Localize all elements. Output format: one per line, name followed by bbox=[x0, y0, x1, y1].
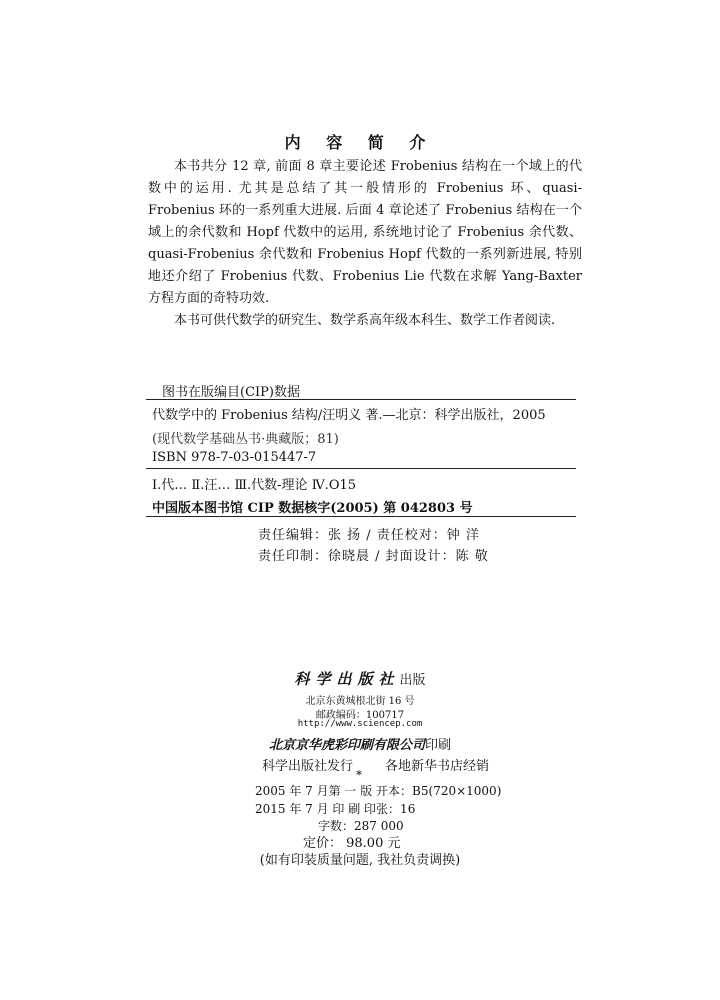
publisher-logo: 科学出版社 bbox=[294, 670, 400, 688]
cip-mid-rule bbox=[146, 468, 576, 469]
cip-bottom-rule bbox=[146, 516, 576, 517]
publisher-suffix: 出版 bbox=[399, 673, 426, 688]
cip-isbn-line: ISBN 978-7-03-015447-7 bbox=[152, 450, 317, 465]
word-count: 字数：287 000 bbox=[318, 819, 404, 833]
publisher-address: 北京东黄城根北街 16 号 bbox=[305, 696, 415, 707]
print-line: 2015 年 7 月 印 刷 印张：16 bbox=[255, 802, 416, 816]
summary-title: 内 容 简 介 bbox=[284, 133, 436, 152]
distribution-left: 科学出版社发行 bbox=[262, 759, 354, 774]
cip-series-line: (现代数学基础丛书·典藏版；81) bbox=[152, 432, 339, 447]
cip-number-line: 中国版本图书馆 CIP 数据核字(2005) 第 042803 号 bbox=[152, 501, 473, 516]
edition-line: 2005 年 7 月第 一 版 开本：B5(720×1000) bbox=[255, 784, 502, 798]
cip-top-rule bbox=[146, 399, 576, 400]
separator-star: * bbox=[356, 768, 362, 782]
cip-heading: 图书在版编目(CIP)数据 bbox=[162, 385, 300, 400]
cip-classification-line: Ⅰ.代… Ⅱ.汪… Ⅲ.代数-理论 Ⅳ.O15 bbox=[152, 478, 357, 493]
printer-line bbox=[0, 734, 720, 753]
distribution-right: 各地新华书店经销 bbox=[385, 759, 490, 774]
printer-suffix: 印刷 bbox=[425, 738, 452, 753]
staff-print-line: 责任印制：徐晓晨 / 封面设计：陈 敬 bbox=[258, 549, 489, 564]
summary-body bbox=[148, 156, 582, 332]
summary-paragraph-1: 本书共分 12 章, 前面 8 章主要论述 Frobenius 结构在一个域上的代数中的运用. 尤其是总结了其一般情形的 Frobenius 环、quasi-Frobenius 环的一系列重大进展. 后面 4 章论述了 Frobenius 结构在一个域上的余代数和 Hopf 代数中的运用, 系统地讨论了 Frobenius 余代数、quasi-Frobenius 余代数和 Frobenius Hopf 代数的一系列新进展, 特别地还介绍了 Frobenius 代数、Frobenius Lie 代数在求解 Yang-Baxter 方程方面的奇特功效. bbox=[148, 159, 582, 306]
printer-name: 北京京华虎彩印刷有限公司 bbox=[268, 738, 425, 753]
staff-editor-line: 责任编辑：张 扬 / 责任校对：钟 洋 bbox=[258, 528, 480, 543]
summary-paragraph-2: 本书可供代数学的研究生、数学系高年级本科生、数学工作者阅读. bbox=[174, 313, 556, 328]
publisher-url: http://www.sciencep.com bbox=[297, 719, 423, 729]
cip-title-line: 代数学中的 Frobenius 结构/汪明义 著.—北京：科学出版社，2005 bbox=[152, 408, 546, 423]
publisher-name-line bbox=[0, 668, 720, 689]
publisher-postcode: 邮政编码：100717 bbox=[315, 710, 405, 721]
quality-note: (如有印装质量问题, 我社负责调换) bbox=[259, 853, 461, 868]
price-line: 定价： 98.00 元 bbox=[303, 836, 401, 851]
